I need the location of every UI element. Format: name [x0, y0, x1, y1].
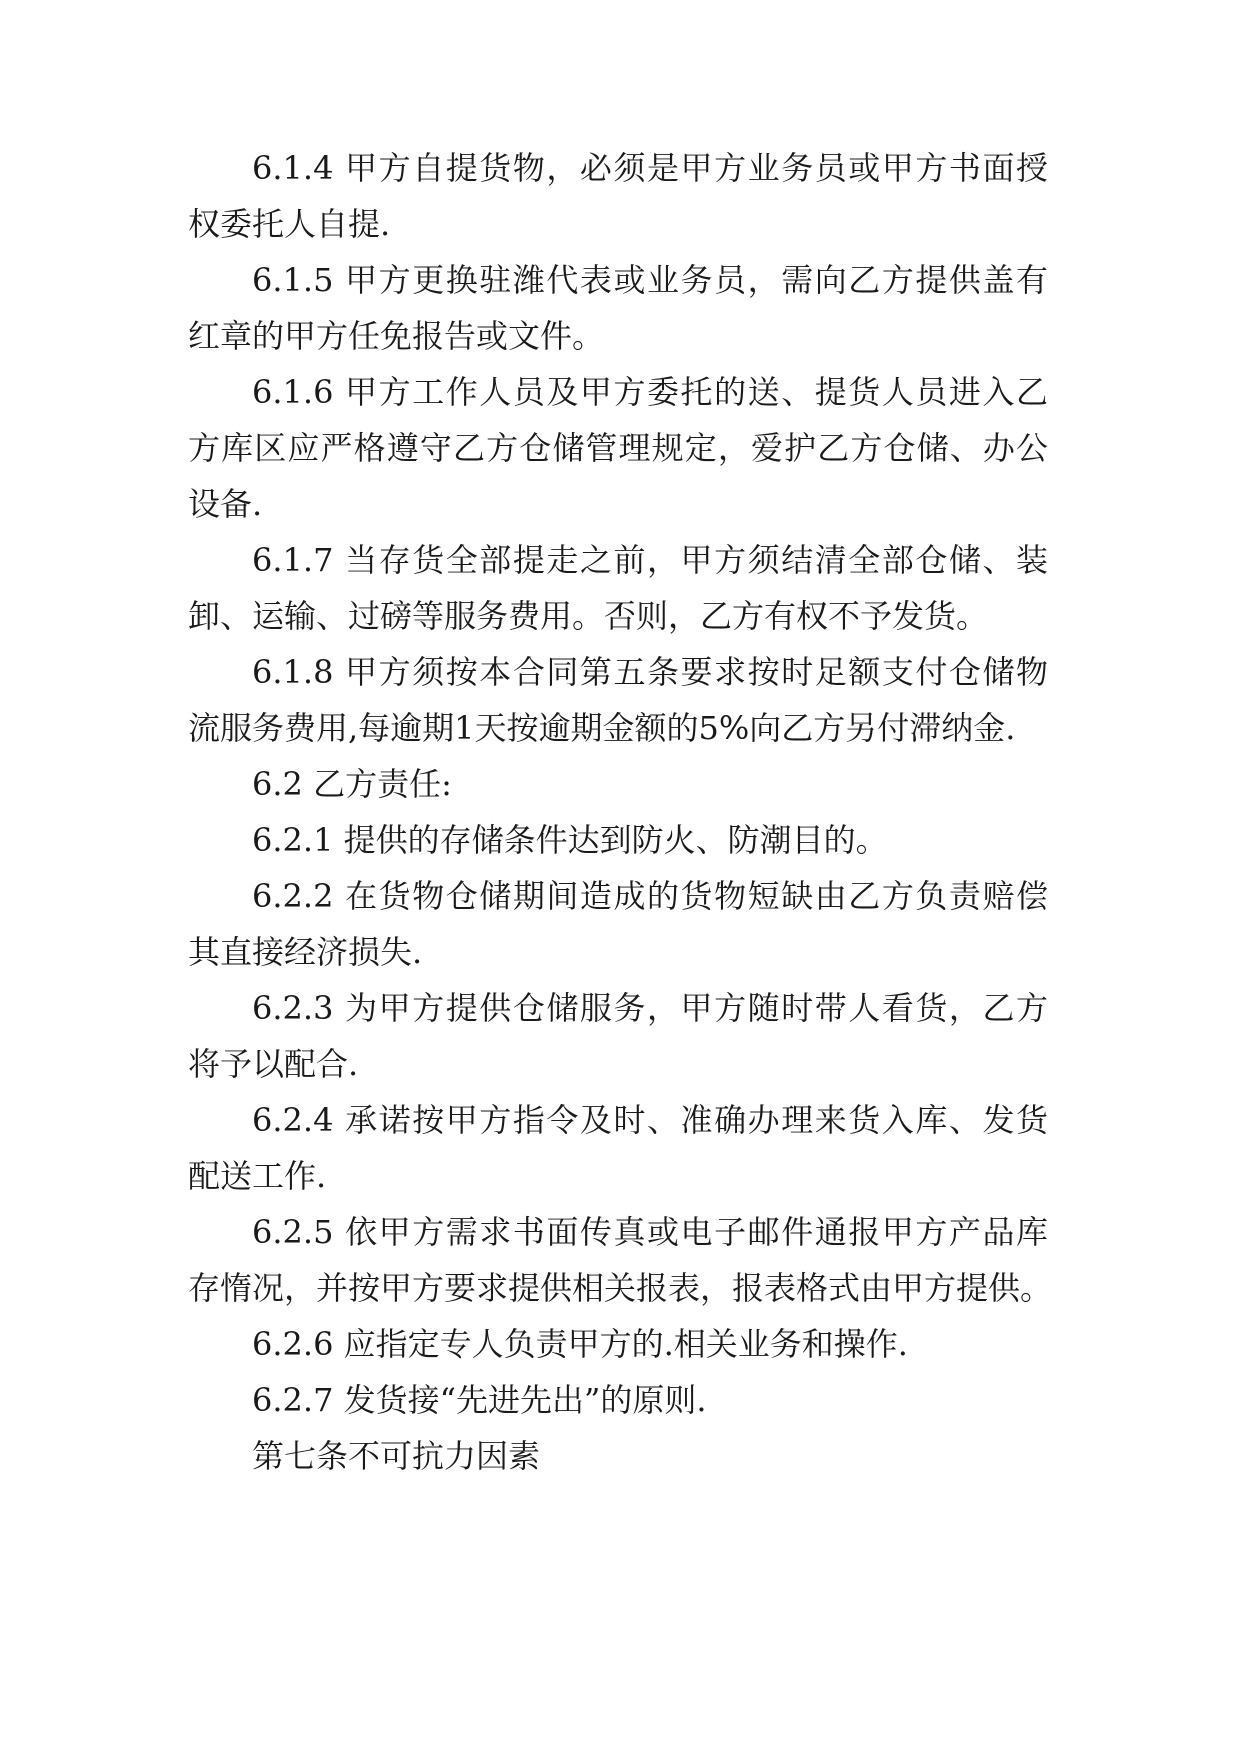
clause-6-2-5-line-1: 6.2.5 依甲方需求书面传真或电子邮件通报甲方产品库	[252, 1213, 1048, 1251]
clause-6-2-4-line-1: 6.2.4 承诺按甲方指令及时、准确办理来货入库、发货	[252, 1101, 1048, 1139]
clause-6-2-6-line-1: 6.2.6 应指定专人负责甲方的.相关业务和操作.	[252, 1325, 908, 1363]
section-6-2-heading: 6.2 乙方责任:	[252, 765, 452, 803]
clause-6-1-5-line-2: 红章的甲方任免报告或文件。	[188, 317, 605, 355]
clause-6-2-4-line-2: 配送工作.	[188, 1157, 327, 1195]
clause-6-1-8-line-2: 流服务费用,每逾期1天按逾期金额的5%向乙方另付滞纳金.	[188, 709, 1016, 747]
clause-6-2-3-line-1: 6.2.3 为甲方提供仓储服务，甲方随时带人看货，乙方	[252, 989, 1048, 1027]
clause-6-2-2-line-2: 其直接经济损失.	[188, 933, 423, 971]
clause-6-1-6-line-1: 6.1.6 甲方工作人员及甲方委托的送、提货人员进入乙	[252, 373, 1048, 411]
clause-6-2-7-line-1: 6.2.7 发货接“先进先出”的原则.	[252, 1381, 707, 1419]
clause-6-1-4-line-2: 权委托人自提.	[188, 205, 391, 243]
clause-6-1-8-line-1: 6.1.8 甲方须按本合同第五条要求按时足额支付仓储物	[252, 653, 1048, 691]
clause-6-1-7-line-1: 6.1.7 当存货全部提走之前，甲方须结清全部仓储、装	[252, 541, 1048, 579]
clause-6-2-5-line-2: 存惰况，并按甲方要求提供相关报表，报表格式由甲方提供。	[188, 1269, 1053, 1307]
clause-6-1-7-line-2: 卸、运输、过磅等服务费用。否则，乙方有权不予发货。	[188, 597, 989, 635]
clause-6-1-6-line-3: 设备.	[188, 485, 263, 523]
clause-6-2-3-line-2: 将予以配合.	[188, 1045, 359, 1083]
clause-6-1-5-line-1: 6.1.5 甲方更换驻潍代表或业务员，需向乙方提供盖有	[252, 261, 1048, 299]
clause-6-1-4-line-1: 6.1.4 甲方自提货物，必须是甲方业务员或甲方书面授	[252, 149, 1048, 187]
article-7-heading: 第七条不可抗力因素	[252, 1437, 541, 1475]
clause-6-2-1-line-1: 6.2.1 提供的存储条件达到防火、防潮目的。	[252, 821, 888, 859]
clause-6-2-2-line-1: 6.2.2 在货物仓储期间造成的货物短缺由乙方负责赔偿	[252, 877, 1048, 915]
clause-6-1-6-line-2: 方库区应严格遵守乙方仓储管理规定，爱护乙方仓储、办公	[188, 429, 1048, 467]
